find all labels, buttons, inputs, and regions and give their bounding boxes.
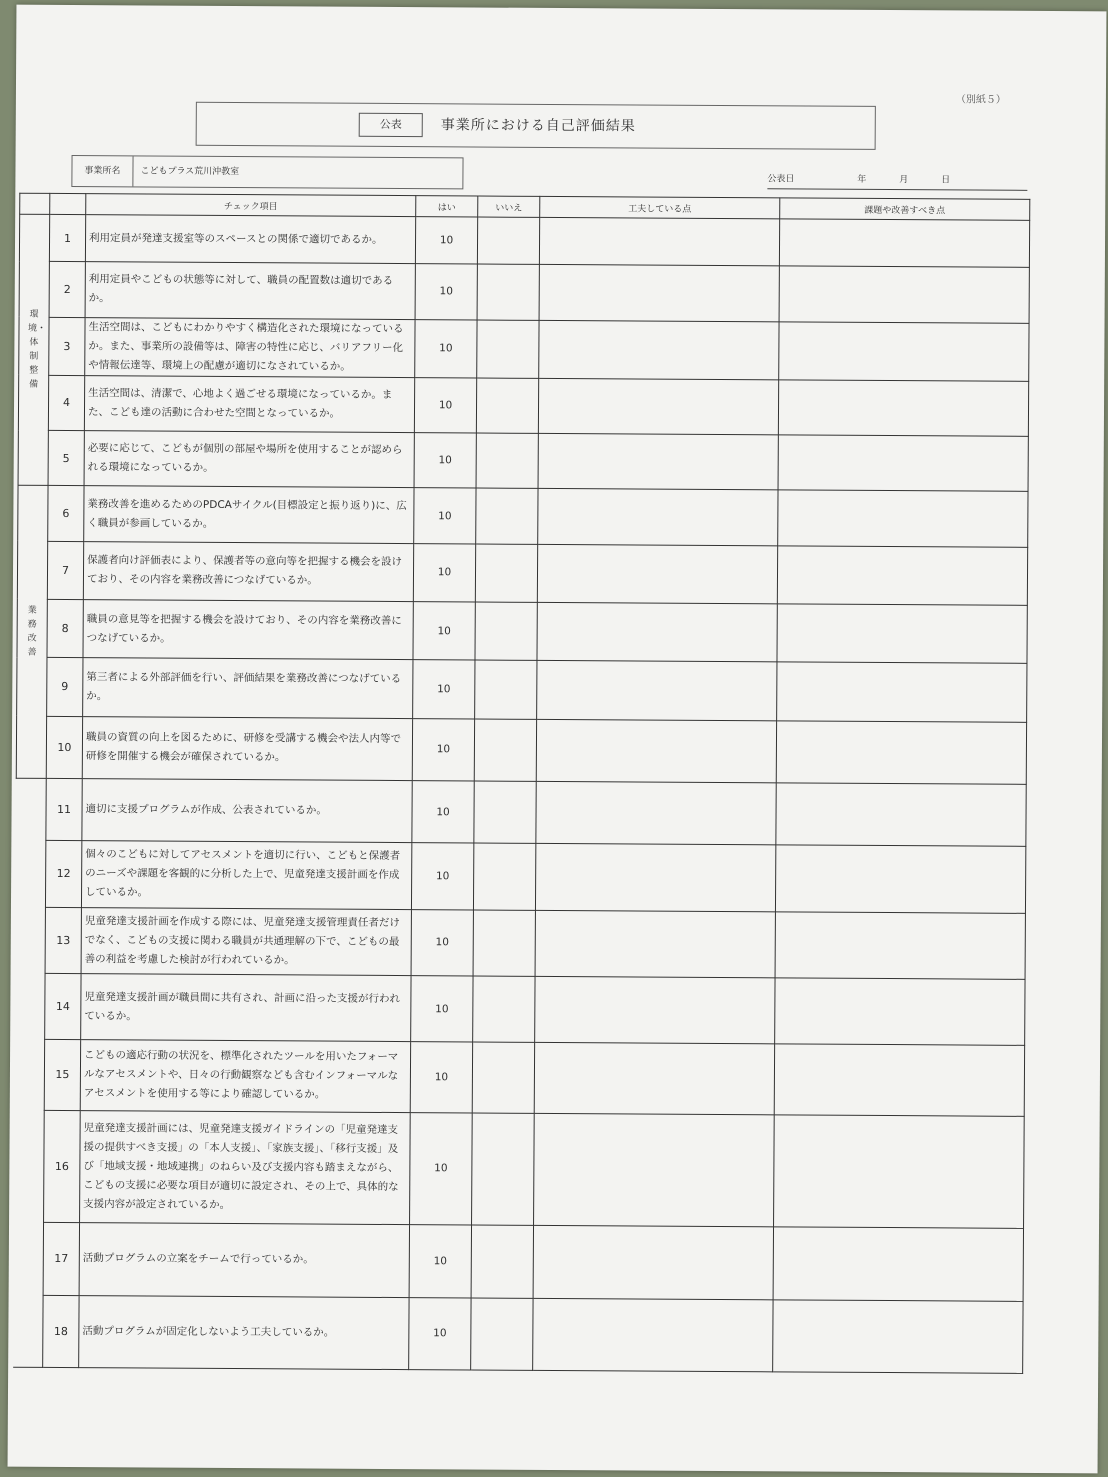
- no-count: [476, 488, 538, 544]
- yes-count: 10: [411, 909, 473, 976]
- efforts-cell: [533, 1226, 773, 1300]
- no-count: [477, 264, 539, 320]
- no-count: [475, 660, 537, 719]
- efforts-cell: [539, 265, 779, 322]
- issues-cell: [775, 978, 1025, 1046]
- table-row: [14, 1039, 1024, 1116]
- yes-count: 10: [414, 433, 476, 489]
- check-item-text: 第三者による外部評価を行い、評価結果を業務改善につなげているか。: [83, 658, 413, 718]
- yes-count: 10: [415, 264, 477, 320]
- yes-count: 10: [409, 1297, 471, 1370]
- issues-cell: [777, 662, 1027, 722]
- number-header: [50, 193, 86, 214]
- category-label: 環境・体制整備: [27, 309, 47, 391]
- efforts-cell: [535, 844, 775, 912]
- office-name: こどもプラス荒川沖教室: [140, 166, 240, 178]
- no-count: [472, 1113, 535, 1226]
- office-box: [71, 155, 463, 189]
- check-item-text: 必要に応じて、こどもが個別の部屋や場所を使用することが認められる環境になっているか。: [84, 431, 414, 488]
- table-row: [14, 1110, 1025, 1229]
- issues-cell: [774, 1114, 1025, 1228]
- efforts-cell: [538, 433, 778, 490]
- efforts-cell: [535, 910, 775, 978]
- yes-header: はい: [416, 196, 478, 217]
- annex-label: （別紙５）: [955, 94, 1006, 106]
- table-row: [15, 973, 1025, 1046]
- table-row: [17, 599, 1027, 663]
- item-number: 15: [44, 1040, 80, 1111]
- pub-date-day: 日: [941, 175, 951, 186]
- check-item-text: 利用定員やこどもの状態等に対して、職員の配置数は適切であるか。: [85, 262, 415, 319]
- issues-cell: [773, 1299, 1023, 1373]
- table-row: [19, 214, 1029, 267]
- item-number: 17: [43, 1223, 79, 1296]
- item-number: 4: [48, 375, 84, 431]
- issues-cell: [779, 321, 1029, 381]
- no-header: いいえ: [478, 196, 540, 217]
- table-row: [17, 657, 1027, 721]
- check-item-text: 個々のこどもに対してアセスメントを適切に行い、こどもと保護者のニーズや課題を客観的に分析した上で、児童発達支援計画を作成しているか。: [81, 841, 411, 909]
- issues-header: 課題や改善すべき点: [780, 198, 1030, 221]
- efforts-cell: [536, 781, 776, 845]
- item-number: 9: [47, 658, 83, 717]
- item-number: 11: [46, 778, 82, 841]
- no-count: [473, 910, 535, 977]
- table-row: [19, 261, 1029, 322]
- check-item-text: 児童発達支援計画が職員間に共有され、計画に沿った支援が行われているか。: [81, 973, 411, 1041]
- item-number: 18: [43, 1295, 79, 1368]
- efforts-header: 工夫している点: [540, 196, 780, 218]
- check-item-text: こどもの適応行動の状況を、標準化されたツールを用いたフォーマルなアセスメントや、日々の行動観察なども含むインフォーマルなアセスメントを使用する等により確認しているか。: [80, 1040, 410, 1112]
- no-count: [475, 544, 537, 603]
- table-row: [16, 778, 1026, 846]
- table-row: [15, 840, 1025, 913]
- check-item-text: 生活空間は、清潔で、心地よく過ごせる環境になっているか。また、こども達の活動に合わせた空間となっているか。: [84, 375, 414, 432]
- check-item-header: チェック項目: [86, 194, 416, 217]
- efforts-cell: [537, 661, 777, 721]
- issues-cell: [775, 845, 1025, 913]
- pub-date-year: 年: [857, 174, 867, 185]
- no-count: [474, 719, 536, 782]
- table-row: [17, 541, 1027, 605]
- yes-count: 10: [410, 1042, 472, 1113]
- no-count: [477, 320, 539, 379]
- no-count: [471, 1225, 533, 1298]
- no-count: [473, 843, 535, 910]
- issues-cell: [779, 219, 1029, 268]
- pub-date-label: 公表日: [767, 174, 795, 185]
- issues-cell: [778, 435, 1028, 492]
- check-item-text: 職員の意見等を把握する機会を設けており、その内容を業務改善につなげているか。: [83, 600, 413, 660]
- check-item-text: 適切に支援プログラムが作成、公表されているか。: [82, 778, 412, 842]
- efforts-cell: [537, 544, 777, 604]
- issues-cell: [775, 911, 1025, 979]
- efforts-cell: [534, 1043, 774, 1115]
- item-number: 10: [46, 716, 82, 779]
- evaluation-table: [12, 193, 1030, 1374]
- check-item-text: 保護者向け評価表により、保護者等の意向等を把握する機会を設けており、その内容を業務改善につなげているか。: [83, 541, 413, 601]
- yes-count: 10: [415, 319, 477, 378]
- efforts-cell: [535, 976, 775, 1044]
- category-header: [20, 193, 50, 214]
- efforts-cell: [534, 1113, 775, 1227]
- no-count: [475, 602, 537, 661]
- public-badge: 公表: [359, 113, 423, 137]
- category-environment: [18, 214, 50, 486]
- item-number: 14: [45, 973, 81, 1040]
- efforts-cell: [538, 378, 778, 435]
- office-label: 事業所名: [72, 156, 133, 186]
- category-label: 業務改善: [27, 605, 37, 658]
- item-number: 7: [47, 541, 83, 600]
- check-item-text: 児童発達支援計画には、児童発達支援ガイドラインの「児童発達支援の提供すべき支援」の「本人支援」、「家族支援」、「移行支援」及び「地域支援・地域連携」のねらい及び支援内容も踏まえながら、こどもの支援に必要な項目が適切に設定され、その上で、具体的な支援内容が設定されているか。: [80, 1110, 411, 1225]
- check-item-text: 児童発達支援計画を作成する際には、児童発達支援管理責任者だけでなく、こどもの支援に関わる職員が共通理解の下で、こどもの最善の利益を考慮した検討が行われているか。: [81, 907, 411, 975]
- no-count: [476, 433, 538, 489]
- table-row: [18, 486, 1028, 547]
- issues-cell: [773, 1227, 1023, 1301]
- efforts-cell: [533, 1298, 773, 1372]
- no-count: [472, 1042, 534, 1113]
- issues-cell: [777, 604, 1027, 664]
- issues-cell: [777, 546, 1027, 606]
- table-row: [16, 716, 1026, 784]
- issues-cell: [776, 720, 1026, 784]
- no-count: [476, 378, 538, 434]
- category-improvement: [16, 486, 48, 779]
- page-title: 事業所における自己評価結果: [440, 117, 636, 135]
- yes-count: 10: [413, 660, 475, 719]
- no-count: [471, 1298, 533, 1371]
- issues-cell: [778, 380, 1028, 437]
- document-sheet: [8, 5, 1107, 1474]
- yes-count: 10: [409, 1225, 471, 1298]
- item-number: 8: [47, 599, 83, 658]
- yes-count: 10: [413, 602, 475, 661]
- category-support: [13, 778, 47, 1367]
- yes-count: 10: [414, 377, 476, 433]
- efforts-cell: [537, 602, 777, 662]
- yes-count: 10: [413, 543, 475, 602]
- yes-count: 10: [415, 217, 477, 265]
- check-item-text: 業務改善を進めるためのPDCAサイクル(目標設定と振り返り)に、広く職員が参画しているか。: [84, 486, 414, 543]
- check-item-text: 利用定員が発達支援室等のスペースとの関係で適切であるか。: [85, 215, 415, 264]
- check-item-text: 生活空間は、こどもにわかりやすく構造化された環境になっているか。また、事業所の設備等は、障害の特性に応じ、バリアフリー化や情報伝達等、環境上の配慮が適切になされているか。: [85, 317, 415, 377]
- issues-cell: [778, 490, 1028, 547]
- item-number: 13: [45, 907, 81, 974]
- table-row: [13, 1295, 1023, 1374]
- publication-date: [767, 171, 1027, 191]
- no-count: [477, 217, 539, 265]
- efforts-cell: [539, 217, 779, 266]
- yes-count: 10: [411, 843, 473, 910]
- efforts-cell: [536, 719, 776, 783]
- item-number: 5: [48, 430, 84, 486]
- item-number: 12: [45, 841, 81, 908]
- no-count: [474, 781, 536, 844]
- yes-count: 10: [412, 718, 474, 781]
- item-number: 6: [48, 486, 84, 542]
- yes-count: 10: [414, 488, 476, 544]
- check-item-text: 活動プログラムの立案をチームで行っているか。: [79, 1223, 409, 1297]
- yes-count: 10: [412, 780, 474, 843]
- no-count: [473, 976, 535, 1043]
- efforts-cell: [538, 489, 778, 546]
- efforts-cell: [539, 320, 779, 380]
- item-number: 3: [49, 317, 85, 376]
- item-number: 16: [44, 1110, 81, 1223]
- table-row: [13, 1222, 1023, 1301]
- check-item-text: 職員の資質の向上を図るために、研修を受講する機会や法人内等で研修を開催する機会が確保されているか。: [82, 716, 412, 780]
- table-row: [18, 375, 1028, 436]
- issues-cell: [776, 783, 1026, 847]
- item-number: 2: [49, 262, 85, 318]
- yes-count: 10: [410, 1112, 473, 1225]
- table-row: [19, 317, 1029, 381]
- title-box: [196, 102, 876, 150]
- issues-cell: [774, 1044, 1024, 1116]
- check-item-text: 活動プログラムが固定化しないよう工夫しているか。: [79, 1295, 409, 1369]
- yes-count: 10: [411, 975, 473, 1042]
- table-row: [15, 907, 1025, 980]
- issues-cell: [779, 266, 1029, 323]
- table-row: [18, 430, 1028, 491]
- item-number: 1: [49, 214, 85, 261]
- pub-date-month: 月: [899, 175, 909, 186]
